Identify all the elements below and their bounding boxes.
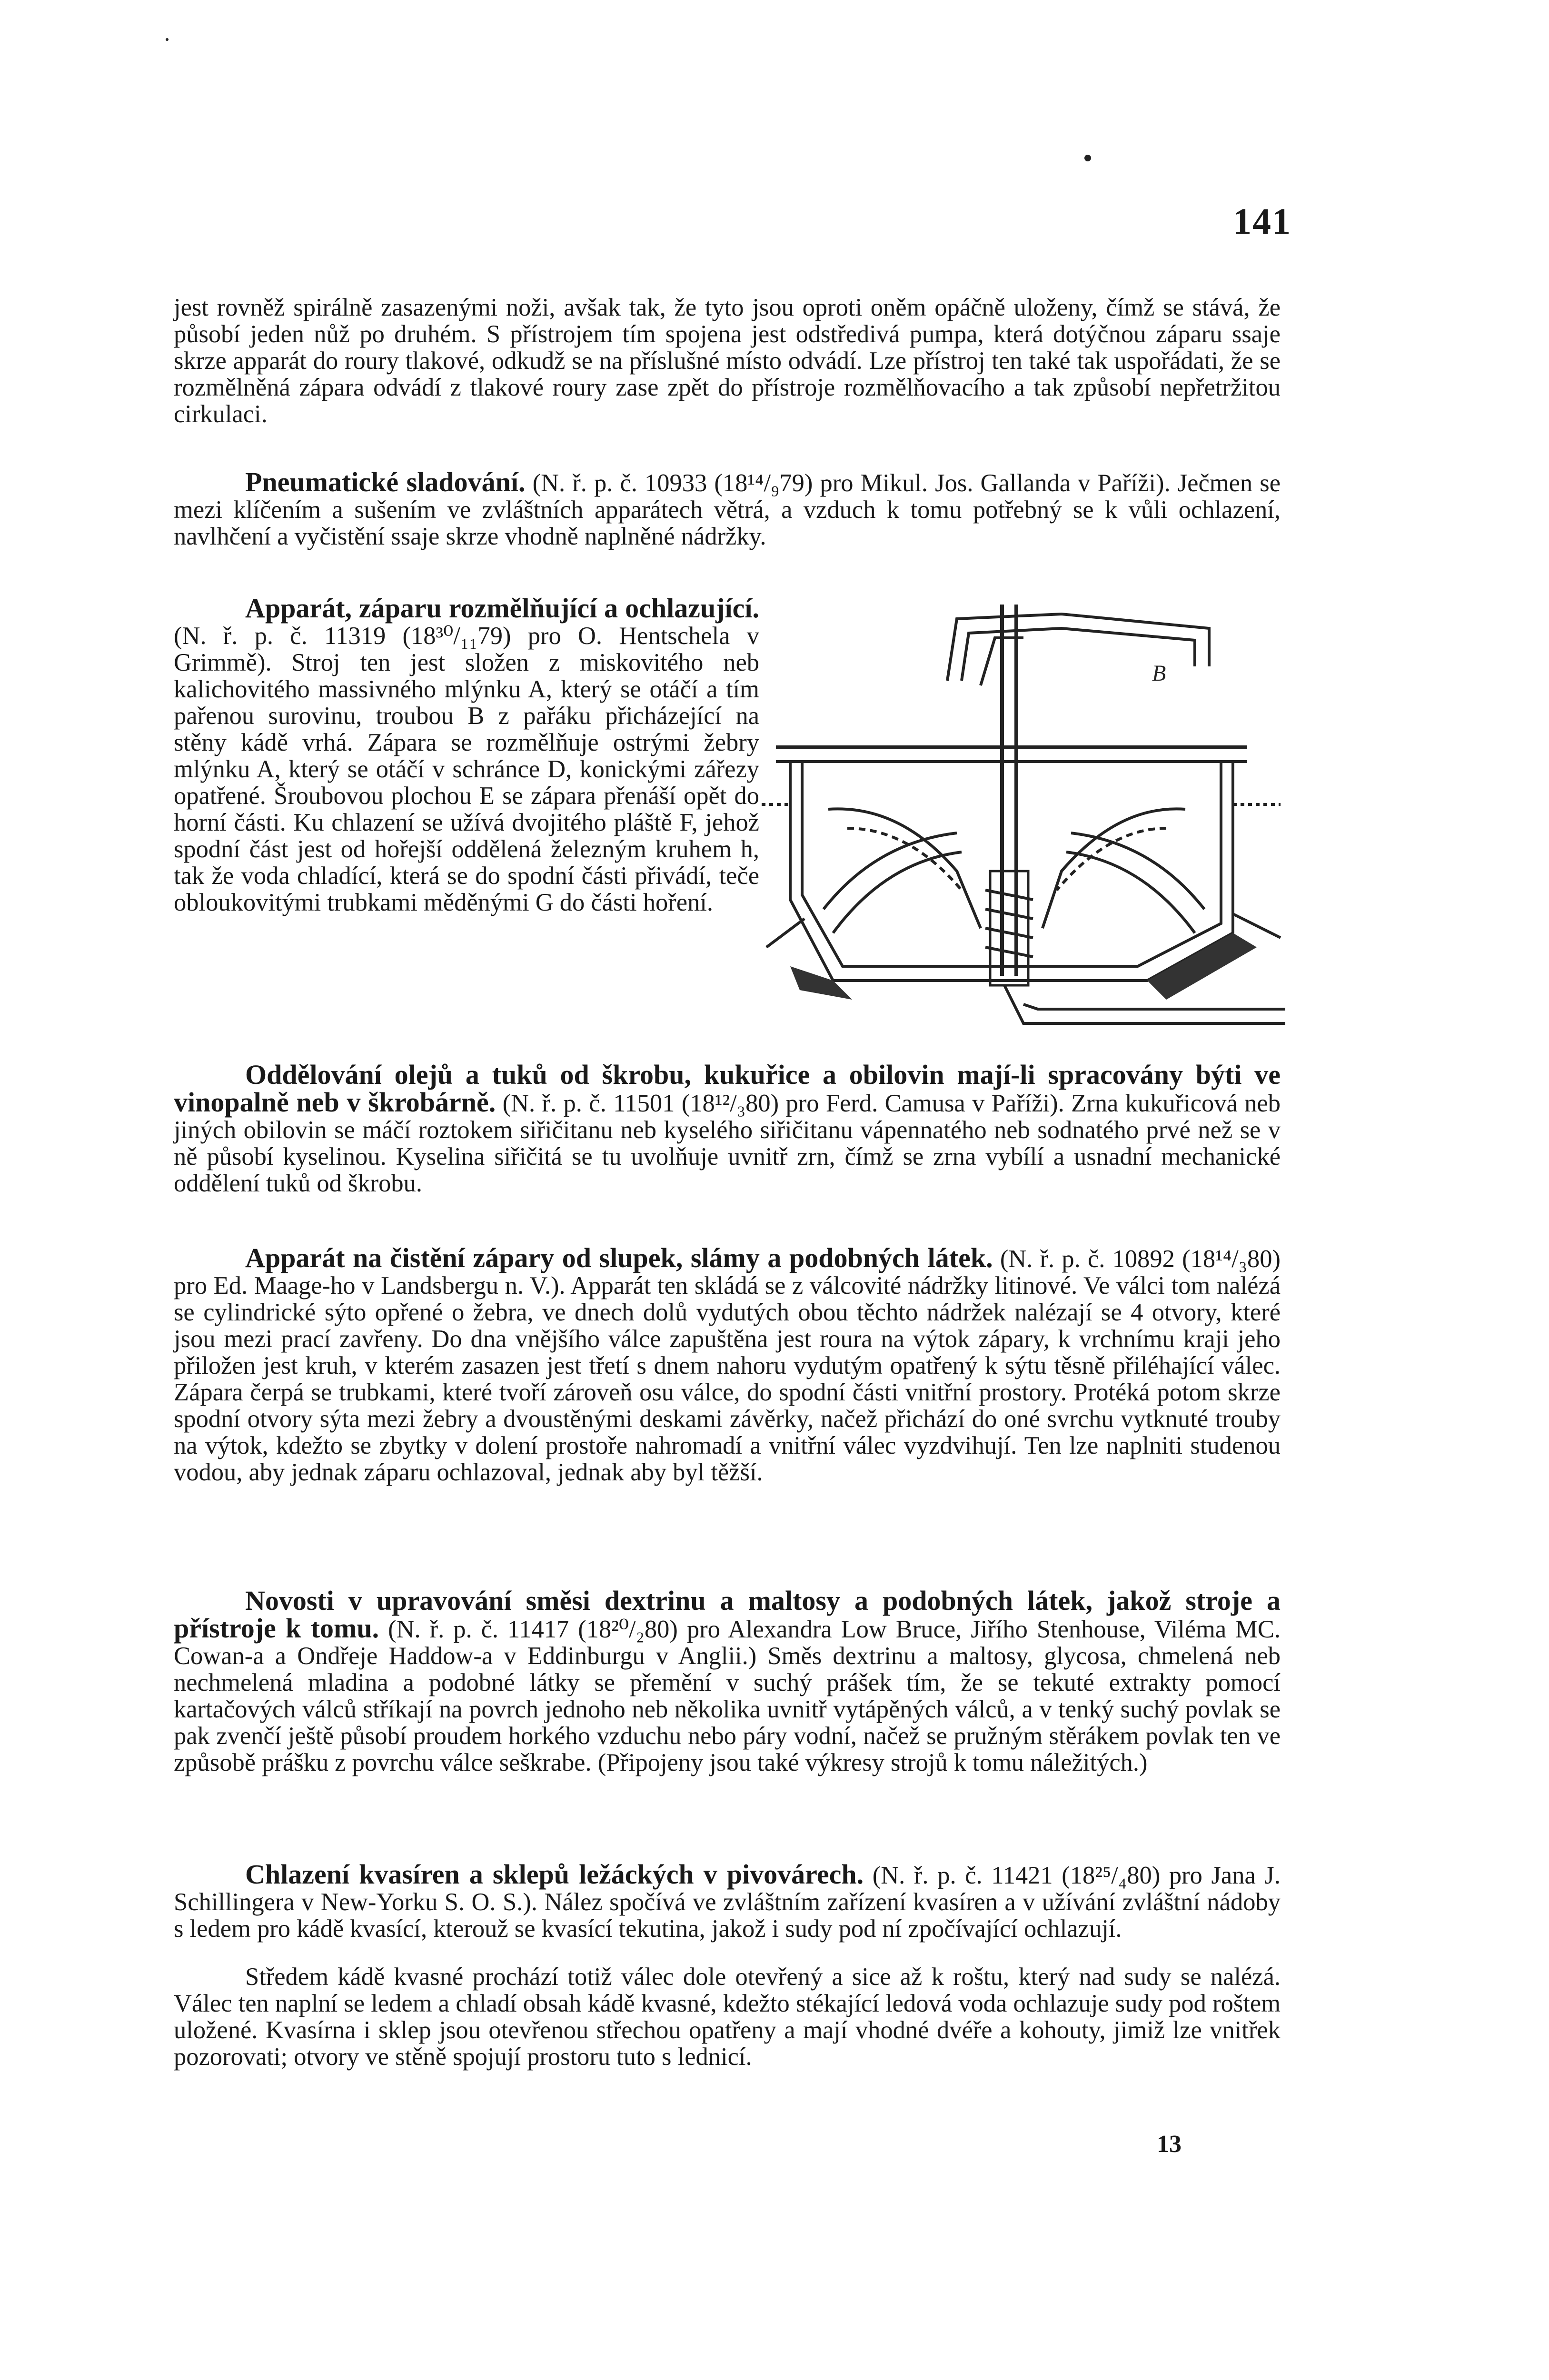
paragraph-oil-separation [174,1061,1281,1197]
paragraph-title: Apparát, záparu rozmělňující a ochlazující. [245,593,759,624]
paragraph-title: Apparát na čistění zápary od slupek, slámy a podobných látek. [245,1242,993,1273]
paragraph-cellar-cooling [174,1861,1281,1942]
paragraph-pneumatic-malting [174,466,1281,550]
paragraph-1: jest rovněž spirálně zasazenými noži, avšak tak, že tyto jsou oproti oněm opáčně uloženy, čímž se stává, že působí jeden nůž po druhém. S přístrojem tím spojena jest odstředivá pumpa, která dotýčnou záparu ssaje skrze apparát do roury tlakové, odkudž se na příslušné místo odvádí. Lze přístroj ten také tak uspořádati, že se rozmělněná zápara odvádí z tlakové roury zase zpět do přístroje rozmělňovacího a tak způsobí nepřetržitou cirkulaci. [174,294,1281,428]
paragraph-mash-apparatus [174,595,759,916]
ink-speck [1084,155,1091,161]
apparatus-drawing [757,605,1285,1042]
paragraph-title: Oddělování olejů a tuků od škrobu, kukuřice a obilovin mají-li spracovány býti ve vinopalně neb v škrobárně. [174,1059,1281,1118]
paragraph-cellar-cooling-2: Středem kádě kvasné prochází totiž válec dole otevřený a sice až k roštu, který nad sudy se nalézá. Válec ten naplní se ledem a chladí obsah kádě kvasné, kdežto stékající ledová voda ochlazuje sudy pod roštem uložené. Kvasírna i sklep jsou otevřenou střechou opatřeny a mají vhodné dvéře a kohouty, jimiž lze vnitřek pozorovati; otvory ve stěně spojují prostoru tuto s lednicí. [174,1963,1281,2071]
paragraph-title: Novosti v upravování směsi dextrinu a maltosy a podobných látek, jakož stroje a přístroje k tomu. [174,1585,1281,1644]
paragraph-text: (N. ř. p. č. 11501 (18¹²/₃80) pro Ferd. Camusa v Paříži). Zrna kukuřicová neb jiných obilovin se máčí roztokem siřičitanu neb kyselého siřičitanu vápennatého neb sodnatého prvé než se v ně působí kyselinou. Kyselina siřičitá se tu uvolňuje uvnitř zrn, čímž se zrna vybílí a usnadní mechanické oddělení tuků od škrobu. [174,1090,1281,1197]
paragraph-text: (N. ř. p. č. 11421 (18²⁵/₄80) pro Jana J. Schillingera v New-Yorku S. O. S.). Nález spočívá ve zvláštním zařízení kvasíren a v užívání zvláštní nádoby s ledem pro kádě kvasící, kterouž se kvasící tekutina, jakož i sudy pod ní zpočívající ochlazují. [174,1862,1281,1943]
paragraph-title: Pneumatické sladování. [245,466,526,497]
signature-mark: 13 [1157,2131,1182,2158]
paragraph-text: (N. ř. p. č. 10892 (18¹⁴/₃80) pro Ed. Maage-ho v Landsbergu n. V.). Apparát ten skládá se z válcovité nádržky litinové. Ve válci tom nalézá se cylindrické sýto opřené o žebra, ve dnech dolů vydutých obou těchto nádržek nalézají se 4 otvory, které jsou mezi prací zavřeny. Do dna vnějšího válce zapuštěna jest roura na výtok zápary, k vrchnímu kraji jeho přiložen jest kruh, v kterém zasazen jest třetí s dnem nahoru vydutým opatřený k sýtu těsně přiléhající válec. Zápara čerpá se trubkami, které tvoří zároveň osu válce, do spodní části vnitřní prostory. Protéká potom skrze spodní otvory sýta mezi žebry a dvoustěnými deskami závěrky, načež přichází do oné svrchu vytknuté trouby na výtok, kdežto se zbytky v dolení prostoře nahromadí a vnitřní válec vyzdvihují. Ten lze naplniti studenou vodou, aby jednak záparu ochlazoval, jednak aby byl těžší. [174,1245,1281,1486]
apparatus-figure [757,605,1285,1042]
figure-label-b: B [1152,661,1166,686]
paragraph-mash-cleaning [174,1242,1281,1486]
pipe [947,614,1209,681]
page-number: 141 [1233,200,1291,242]
ink-speck [166,38,169,41]
paragraph-title: Chlazení kvasíren a sklepů ležáckých v pivovárech. [245,1859,864,1890]
paragraph-text: (N. ř. p. č. 10933 (18¹⁴/₉79) pro Mikul. Jos. Gallanda v Paříži). Ječmen se mezi klíčením a sušením ve zvláštních apparátech větrá, a vzduch k tomu potřebný se k vůli ochlazení, navlhčení a vyčistění ssaje skrze vhodně naplněné nádržky. [174,469,1281,550]
paragraph-text: (N. ř. p. č. 11417 (18²⁰/₂80) pro Alexandra Low Bruce, Jiřího Stenhouse, Viléma MC. Cowan-a a Ondřeje Haddow-a v Eddinburgu v Anglii.) Směs dextrinu a maltosy, glycosa, chmelená neb nechmelená mladina a podobné látky se přemění v suchý prášek tím, že se tekuté extrakty pomocí kartačových válců stříkají na povrch jednoho neb několika uvnitř vytápěných válců, a v tenký suchý povlak se pak zvenčí ještě působí proudem horkého vzduchu nebo páry vodní, načež se pružným stěrákem povlak ten ve způsobě prášku z povrchu válce seškrabe. (Připojeny jsou také výkresy strojů k tomu náležitých.) [174,1616,1281,1776]
paragraph-text: (N. ř. p. č. 11319 (18³⁰/₁₁79) pro O. Hentschela v Grimmě). Stroj ten jest složen z miskovitého neb kalichovitého massivného mlýnku A, který se otáčí a tím pařenou surovinu, troubou B z pařáku přicházející na stěny kádě vrhá. Zápara se rozmělňuje ostrými žebry mlýnku A, který se otáčí v schránce D, konickými zářezy opatřené. Šroubovou plochou E se zápara přenáší opět do horní části. Ku chlazení se užívá dvojitého pláště F, jehož spodní část jest od hořejší oddělená železným kruhem h, tak že voda chladící, která se do spodní části přivádí, teče obloukovitými trubkami měděnými G do části hoření. [174,622,759,916]
paragraph-dextrin-maltose [174,1587,1281,1776]
